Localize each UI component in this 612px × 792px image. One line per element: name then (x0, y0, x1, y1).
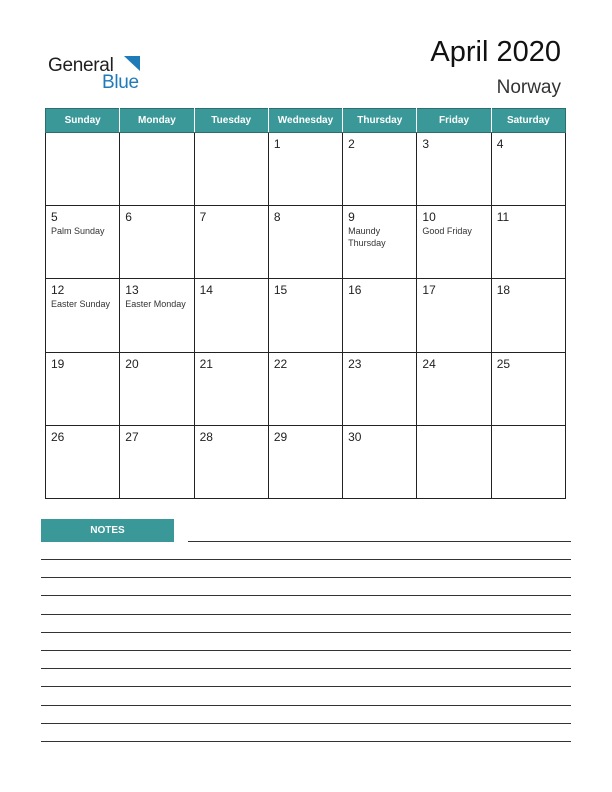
day-number: 7 (199, 210, 207, 225)
notes-line (41, 559, 571, 560)
day-number: 1 (273, 137, 281, 151)
day-cell (268, 425, 342, 498)
week-row (46, 206, 566, 279)
notes-line (41, 650, 571, 651)
week-row (46, 133, 566, 206)
day-cell (417, 133, 491, 206)
day-number: 20 (125, 356, 139, 371)
notes-line (41, 686, 571, 687)
day-cell (194, 352, 268, 425)
weekday-header-row (46, 109, 566, 133)
day-number: 2 (348, 137, 355, 151)
day-cell (417, 279, 491, 352)
weekday-header: Saturday (491, 109, 565, 133)
day-number: 8 (273, 210, 281, 225)
notes-line (41, 668, 571, 669)
day-number: 12 (51, 283, 65, 298)
notes-line (41, 577, 571, 578)
weekday-header: Wednesday (268, 109, 342, 133)
day-number: 23 (348, 356, 362, 371)
day-cell (491, 133, 565, 206)
holiday-label: Maundy Thursday (348, 226, 386, 249)
notes-line (41, 595, 571, 596)
day-number: 30 (348, 429, 362, 444)
notes-line (41, 723, 571, 724)
day-number: 10 (422, 210, 436, 225)
holiday-label: Easter Sunday (51, 299, 111, 310)
holiday-label: Palm Sunday (51, 226, 105, 237)
weekday-header: Thursday (343, 109, 417, 133)
day-cell (194, 279, 268, 352)
day-cell (343, 206, 417, 279)
day-cell (491, 279, 565, 352)
day-cell (120, 352, 194, 425)
day-cell (46, 425, 120, 498)
weekday-header: Tuesday (194, 109, 268, 133)
day-cell (194, 206, 268, 279)
day-number: 17 (422, 283, 436, 298)
day-cell (120, 133, 194, 206)
month-title: April 2020 (430, 36, 561, 68)
day-cell (343, 279, 417, 352)
weekday-header: Sunday (46, 109, 120, 133)
notes-line (41, 632, 571, 633)
day-number: 15 (273, 283, 288, 298)
day-number: 18 (496, 283, 511, 298)
day-cell (46, 133, 120, 206)
day-cell (120, 279, 194, 352)
day-number: 6 (125, 210, 132, 225)
day-number: 28 (199, 429, 213, 444)
day-cell (194, 133, 268, 206)
logo-triangle-icon (120, 54, 142, 72)
day-cell (491, 425, 565, 498)
day-number: 5 (51, 210, 58, 225)
day-cell (268, 279, 342, 352)
day-cell (268, 352, 342, 425)
day-number: 16 (348, 283, 362, 298)
day-cell (268, 206, 342, 279)
day-cell (46, 206, 120, 279)
day-number: 19 (51, 356, 65, 371)
day-cell (343, 352, 417, 425)
day-cell (120, 206, 194, 279)
weekday-header: Friday (417, 109, 491, 133)
notes-label: NOTES (41, 519, 174, 542)
day-cell (343, 425, 417, 498)
day-cell (120, 425, 194, 498)
notes-line (41, 741, 571, 742)
day-cell (268, 133, 342, 206)
day-number: 27 (125, 429, 139, 444)
day-number: 11 (496, 210, 510, 225)
day-number: 24 (422, 356, 436, 371)
notes-line (41, 705, 571, 706)
notes-line (188, 541, 571, 542)
week-row (46, 352, 566, 425)
day-number: 29 (273, 429, 288, 444)
day-cell (46, 279, 120, 352)
logo-text-general: General (48, 55, 114, 76)
day-number: 22 (273, 356, 288, 371)
logo (48, 52, 158, 92)
week-row (46, 425, 566, 498)
day-cell (417, 425, 491, 498)
day-cell (343, 133, 417, 206)
country-name: Norway (496, 77, 561, 98)
day-number: 4 (496, 137, 504, 151)
day-number: 26 (51, 429, 65, 444)
week-row (46, 279, 566, 352)
weekday-header: Monday (120, 109, 194, 133)
day-number: 25 (496, 356, 511, 371)
day-number: 14 (199, 283, 213, 298)
day-cell (417, 206, 491, 279)
logo-text-blue: Blue (102, 72, 139, 93)
day-cell (491, 352, 565, 425)
day-cell (491, 206, 565, 279)
day-number: 9 (348, 210, 355, 225)
day-number: 3 (422, 137, 430, 151)
holiday-label: Easter Monday (125, 299, 186, 310)
day-number: 21 (199, 356, 213, 371)
holiday-label: Good Friday (422, 226, 472, 237)
notes-line (41, 614, 571, 615)
day-number: 13 (125, 283, 139, 298)
day-cell (194, 425, 268, 498)
calendar-grid (45, 108, 566, 499)
day-cell (417, 352, 491, 425)
day-cell (46, 352, 120, 425)
